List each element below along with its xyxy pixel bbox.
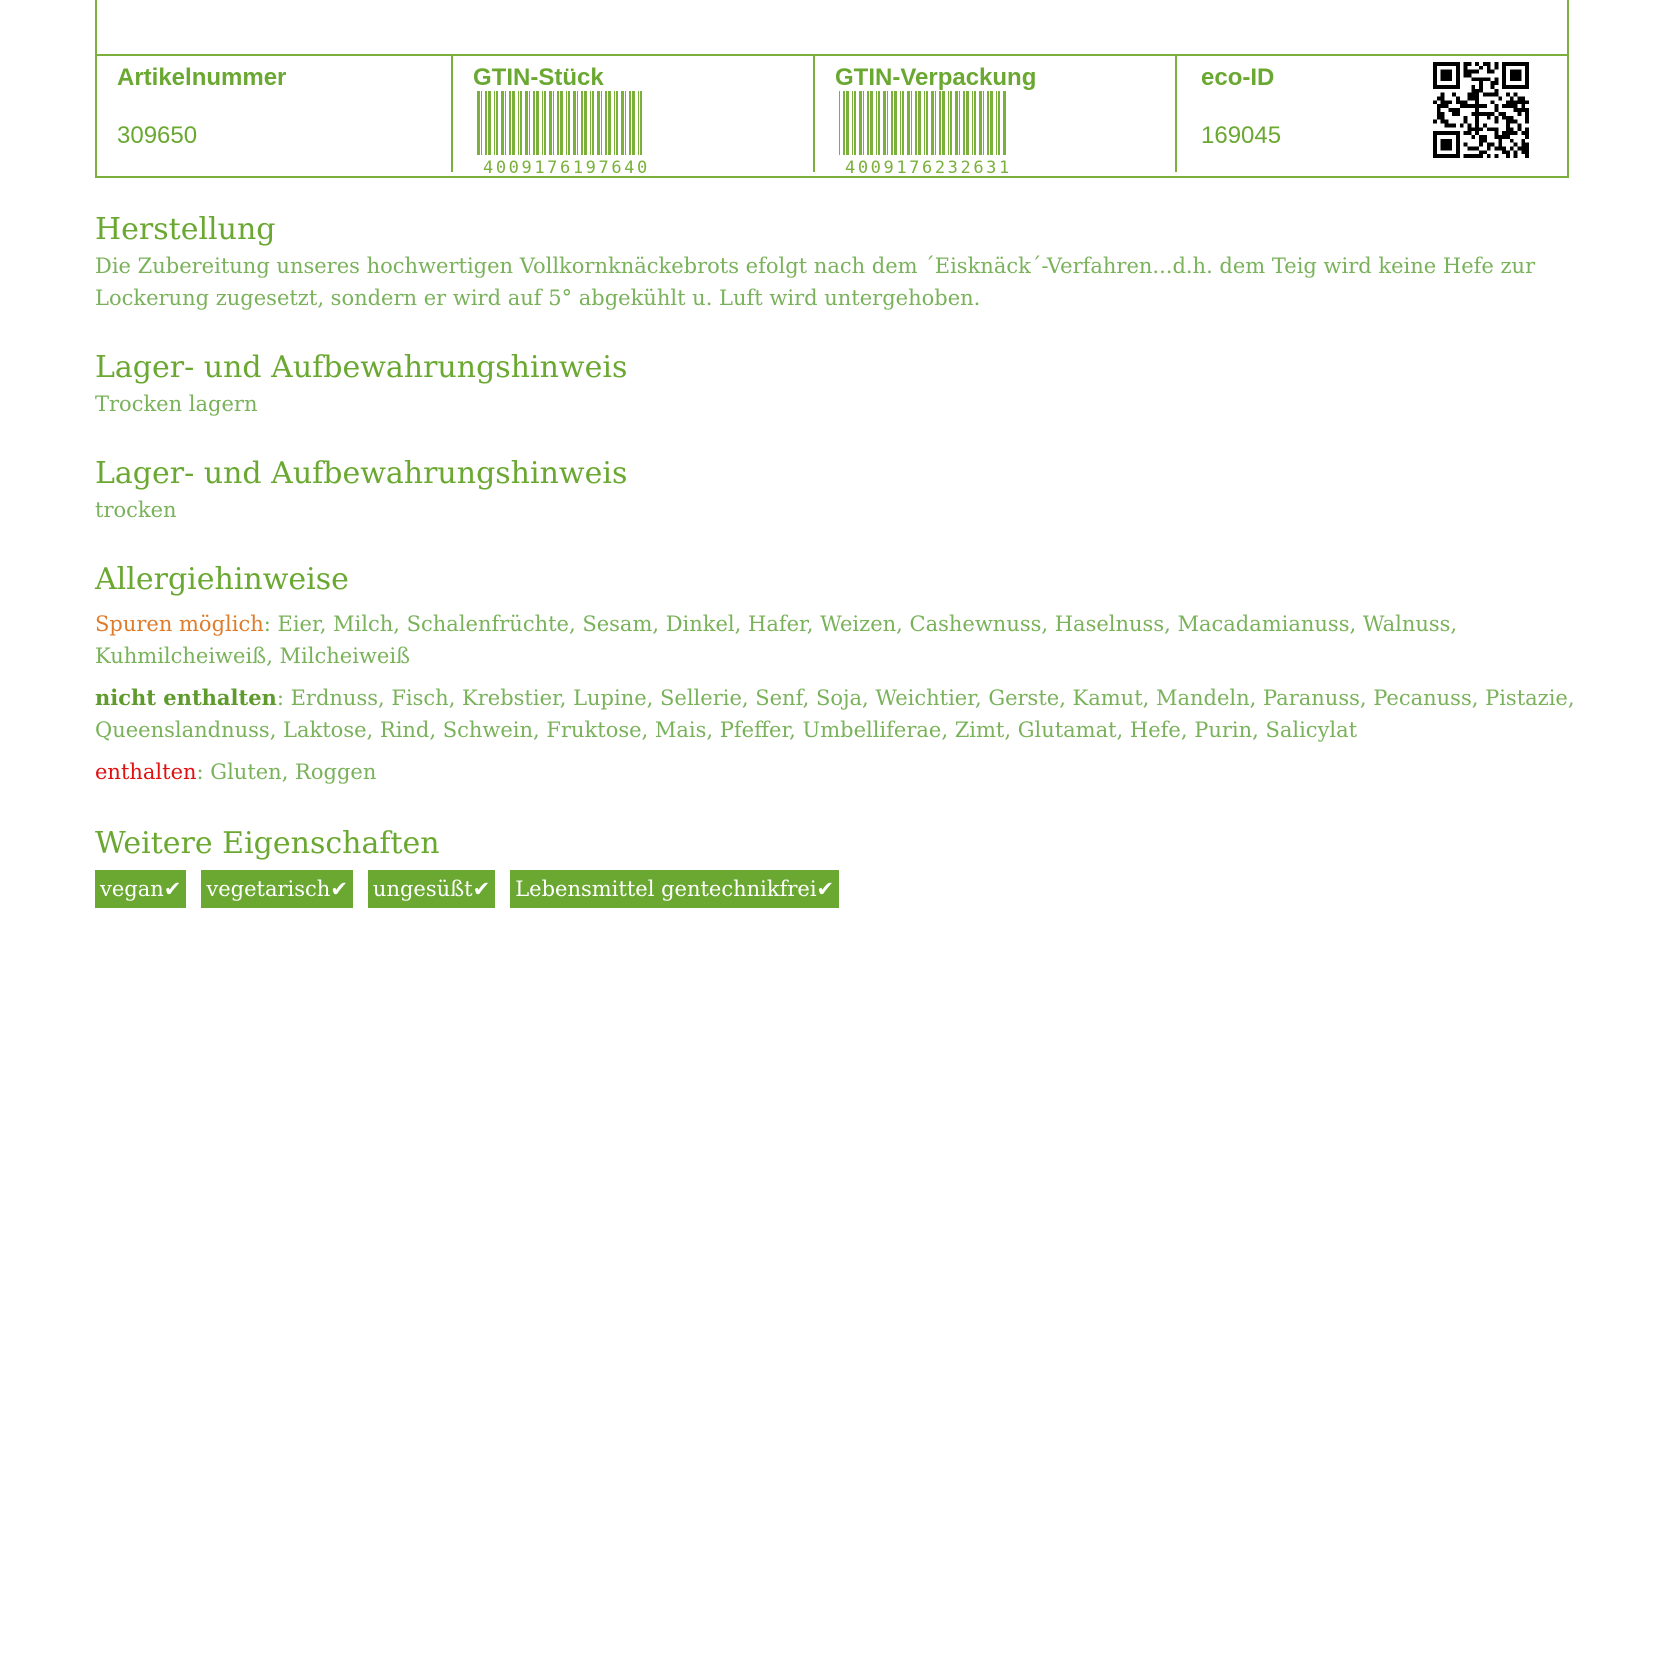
tag-ungesuesst: ungesüßt✔ [368,870,495,908]
gtin-verpackung-code: 4009176232631 [845,158,1012,175]
eco-id-label: eco-ID [1201,64,1275,91]
eigenschaften-tags [95,870,1575,908]
eigenschaften-section [95,824,1575,908]
eigenschaften-heading: Weitere Eigenschaften [95,826,440,861]
lager-section-2 [95,454,1575,526]
artikelnummer-value: 309650 [117,122,198,149]
artikelnummer-cell [97,56,451,176]
nicht-enthalten-line [95,682,1575,746]
gtin-stueck-cell [453,56,813,176]
tag-vegetarisch: vegetarisch✔ [201,870,353,908]
nicht-enthalten-label: nicht enthalten [95,685,277,710]
allergie-heading: Allergiehinweise [95,562,349,597]
gtin-stueck-label: GTIN-Stück [473,64,604,91]
spuren-label: Spuren möglich [95,612,264,636]
herstellung-section [95,210,1575,314]
artikelnummer-label: Artikelnummer [117,64,287,91]
enthalten-text: : Gluten, Roggen [196,760,377,784]
enthalten-label: enthalten [95,760,197,784]
product-info-table [95,0,1569,178]
gtin-verpackung-cell [815,56,1175,176]
eco-id-value: 169045 [1201,122,1282,149]
lager-text-1: Trocken lagern [95,392,258,416]
lager-section-1 [95,348,1575,420]
lager-heading-1: Lager- und Aufbewahrungshinweis [95,350,628,385]
lager-heading-2: Lager- und Aufbewahrungshinweis [95,456,628,491]
allergie-section [95,560,1575,788]
gtin-verpackung-label: GTIN-Verpackung [835,64,1037,91]
tag-vegan: vegan✔ [95,870,186,908]
gtin-verpackung-barcode-icon [839,91,1017,175]
spuren-line [95,608,1575,672]
eco-id-cell [1177,56,1567,176]
product-info-row [97,54,1567,180]
gtin-stueck-code: 4009176197640 [483,158,650,175]
tag-gentechnikfrei: Lebensmittel gentechnikfrei✔ [510,870,839,908]
gtin-stueck-barcode-icon [477,91,655,175]
herstellung-heading: Herstellung [95,212,276,247]
herstellung-text: Die Zubereitung unseres hochwertigen Vollkornknäckebrots efolgt nach dem ´Eisknäck´-Verfahren...d.h. dem Teig wird keine Hefe zur Lockerung zugesetzt, sondern er wird auf 5° abgekühlt u. Luft wird untergehoben. [95,254,1536,310]
nicht-enthalten-text: : Erdnuss, Fisch, Krebstier, Lupine, Sellerie, Senf, Soja, Weichtier, Gerste, Kamut, Mandeln, Paranuss, Pecanuss, Pistazie, Queenslandnuss, Laktose, Rind, Schwein, Fruktose, Mais, Pfeffer, Umbelliferae, Zimt, Glutamat, Hefe, Purin, Salicylat [95,686,1575,742]
qr-code-icon [1433,62,1529,158]
lager-text-2: trocken [95,498,177,522]
enthalten-line [95,756,1575,788]
spuren-text: : Eier, Milch, Schalenfrüchte, Sesam, Dinkel, Hafer, Weizen, Cashewnuss, Haselnuss, Macadamianuss, Walnuss, Kuhmilcheiweiß, Milcheiweiß [95,612,1458,668]
